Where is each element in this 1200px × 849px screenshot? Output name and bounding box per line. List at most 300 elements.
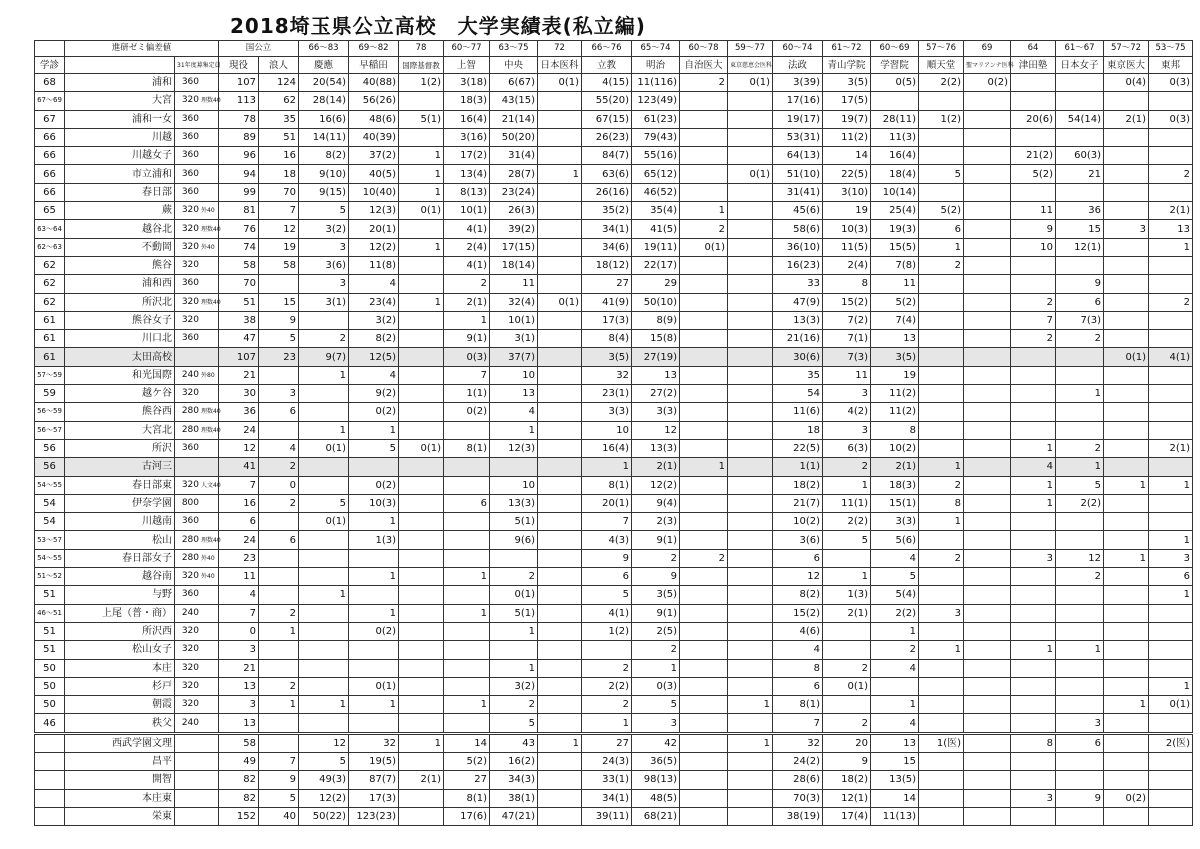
result-cell [538,476,582,494]
result-cell [1149,789,1193,807]
quota-value: 320 [181,680,199,691]
result-cell: 1 [1104,476,1149,494]
result-cell: 40(39) [349,128,399,146]
result-cell [964,458,1011,476]
quota-note: 理数40 [201,426,221,434]
result-cell: 40 [259,807,299,825]
result-cell: 21(16) [773,330,823,348]
school-name: 太田高校 [65,348,175,366]
result-cell [1056,513,1104,531]
result-cell [259,568,299,586]
rank-cell: 50 [35,696,65,714]
result-cell: 2 [299,330,349,348]
result-cell [1104,733,1149,752]
result-cell: 2(1) [871,458,919,476]
result-cell: 1 [349,513,399,531]
result-cell: 36 [1056,202,1104,220]
result-cell: 28(6) [773,771,823,789]
quota-note: 理数40 [201,225,221,233]
result-cell: 19(17) [773,110,823,128]
quota-value: 360 [181,278,199,289]
quota-value: 320 [181,223,199,234]
result-cell [919,622,964,640]
result-cell [680,752,728,770]
header-range: 61～67 [1056,41,1104,57]
result-cell: 1 [919,513,964,531]
result-cell: 3(6) [773,531,823,549]
result-cell [1011,403,1056,421]
result-cell [964,421,1011,439]
result-cell [1104,202,1149,220]
result-cell: 39(11) [582,807,632,825]
result-cell [964,147,1011,165]
result-cell [299,385,349,403]
result-cell [728,458,773,476]
table-row [35,256,1193,274]
result-cell: 0(4) [1104,74,1149,92]
result-cell: 11(1) [823,494,871,512]
header-row-ranges [35,41,1193,57]
result-cell: 5 [259,789,299,807]
result-cell [964,549,1011,567]
result-cell: 2 [490,568,538,586]
result-cell [1011,807,1056,825]
result-cell: 3(2) [299,220,349,238]
header-range: 63～75 [490,41,538,57]
result-cell: 24(3) [582,752,632,770]
result-cell [299,604,349,622]
result-cell: 3 [219,696,259,714]
result-cell: 8(1) [773,696,823,714]
result-cell [1104,238,1149,256]
result-cell: 8 [773,659,823,677]
result-cell [964,385,1011,403]
result-cell [1056,421,1104,439]
result-cell: 9(1) [444,330,490,348]
result-cell [1149,183,1193,201]
rank-cell: 54～55 [35,549,65,567]
result-cell: 2 [823,659,871,677]
result-cell: 1 [299,586,349,604]
result-cell [1104,385,1149,403]
result-cell [444,659,490,677]
result-cell [919,807,964,825]
quota-value: 360 [181,168,199,179]
result-cell: 18(3) [871,476,919,494]
table-row [35,641,1193,659]
result-cell [964,604,1011,622]
quota-note: 理数40 [201,408,221,416]
result-cell: 35 [773,366,823,384]
result-cell [919,147,964,165]
school-name: 川越 [65,128,175,146]
result-cell: 9(1) [632,604,680,622]
result-cell [538,622,582,640]
quota-cell [175,293,219,311]
result-cell [349,714,399,733]
result-cell [1149,513,1193,531]
result-cell [964,110,1011,128]
result-cell [1011,275,1056,293]
result-cell [1104,183,1149,201]
result-cell [1104,714,1149,733]
result-cell: 0(3) [1149,74,1193,92]
result-cell: 8 [919,494,964,512]
header-range: 57～76 [919,41,964,57]
result-cell: 5 [490,714,538,733]
result-cell [728,513,773,531]
result-cell: 84(7) [582,147,632,165]
result-cell: 3 [1011,789,1056,807]
result-cell: 12(2) [299,789,349,807]
result-cell: 18 [259,165,299,183]
result-cell: 10(1) [444,202,490,220]
result-cell [1149,147,1193,165]
quota-value: 320 [181,571,199,582]
result-cell: 4 [871,714,919,733]
result-cell: 1 [1011,439,1056,457]
header-range: 69～82 [349,41,399,57]
result-cell: 3 [823,421,871,439]
quota-cell [175,458,219,476]
result-cell: 11(13) [871,807,919,825]
quota-cell [175,128,219,146]
result-cell: 0(3) [444,348,490,366]
result-cell: 27 [582,733,632,752]
result-cell [399,714,444,733]
result-cell: 1(2) [919,110,964,128]
quota-value: 320 [181,260,199,271]
result-cell: 2 [919,256,964,274]
result-cell [680,476,728,494]
quota-note: 外80 [201,371,215,379]
quota-cell [175,147,219,165]
result-cell: 5 [349,439,399,457]
result-cell [399,275,444,293]
school-name: 松山 [65,531,175,549]
result-cell [1104,513,1149,531]
result-cell [680,604,728,622]
result-cell [680,568,728,586]
result-cell [299,622,349,640]
result-cell: 96 [219,147,259,165]
result-cell: 6 [259,403,299,421]
result-cell: 18 [773,421,823,439]
result-cell: 98(13) [632,771,680,789]
result-cell: 6 [773,677,823,695]
header-column: 法政 [773,57,823,74]
result-cell: 2(2) [919,74,964,92]
result-cell: 11 [871,275,919,293]
result-cell: 10(40) [349,183,399,201]
result-cell: 1 [823,476,871,494]
result-cell: 0(1) [728,74,773,92]
result-cell: 46(52) [632,183,680,201]
result-cell: 6(67) [490,74,538,92]
result-cell [1056,677,1104,695]
quota-value: 320 [181,699,199,710]
result-cell: 2(1) [1149,439,1193,457]
result-cell: 7(4) [871,311,919,329]
result-cell: 8(13) [444,183,490,201]
result-cell [349,586,399,604]
result-cell [919,714,964,733]
result-cell [1056,807,1104,825]
result-cell: 36 [219,403,259,421]
result-cell: 41(9) [582,293,632,311]
result-cell: 50(10) [632,293,680,311]
result-cell [538,807,582,825]
result-cell [728,256,773,274]
header-range: 69 [964,41,1011,57]
table-row [35,238,1193,256]
result-cell [349,549,399,567]
result-cell: 20 [823,733,871,752]
result-cell: 20(6) [1011,110,1056,128]
result-cell: 1 [444,311,490,329]
result-cell: 55(16) [632,147,680,165]
result-cell: 7(8) [871,256,919,274]
rank-cell: 62 [35,256,65,274]
result-cell: 51 [219,293,259,311]
result-cell [680,807,728,825]
school-name: 不動岡 [65,238,175,256]
result-cell: 1 [680,458,728,476]
result-cell: 32(4) [490,293,538,311]
result-cell [349,458,399,476]
result-cell: 47(21) [490,807,538,825]
result-cell: 1 [399,183,444,201]
result-cell: 11(116) [632,74,680,92]
result-cell: 11(2) [823,128,871,146]
result-cell [964,202,1011,220]
result-cell: 24(2) [773,752,823,770]
school-name: 伊奈学園 [65,494,175,512]
result-cell [919,439,964,457]
rank-cell: 57～59 [35,366,65,384]
result-cell [919,586,964,604]
result-cell: 58 [219,256,259,274]
result-cell: 1 [680,202,728,220]
result-cell: 4(1) [444,220,490,238]
quota-note: 外40 [201,573,215,581]
result-cell [680,366,728,384]
result-cell: 15(2) [773,604,823,622]
result-cell [1104,494,1149,512]
header-column: 上智 [444,57,490,74]
result-cell [1011,622,1056,640]
result-cell [964,531,1011,549]
table-row [35,568,1193,586]
result-cell [399,311,444,329]
result-cell [871,92,919,110]
table-row [35,771,1193,789]
result-cell: 19 [259,238,299,256]
result-cell [919,128,964,146]
quota-value: 320 [181,205,199,216]
table-row [35,752,1193,770]
result-cell [444,677,490,695]
result-cell: 9 [1011,220,1056,238]
header-column: 現役 [219,57,259,74]
result-cell: 17(2) [444,147,490,165]
rank-cell: 56 [35,458,65,476]
result-cell: 1 [490,659,538,677]
result-cell: 0(1) [538,293,582,311]
result-cell [728,110,773,128]
quota-cell [175,311,219,329]
result-cell [728,568,773,586]
result-cell: 10(14) [871,183,919,201]
result-cell: 51(10) [773,165,823,183]
result-cell [444,622,490,640]
result-cell [1149,622,1193,640]
result-cell: 9 [582,549,632,567]
result-cell [728,385,773,403]
quota-cell [175,275,219,293]
result-cell: 1 [349,421,399,439]
quota-cell [175,641,219,659]
result-cell [680,385,728,403]
result-cell: 62 [259,92,299,110]
result-cell: 82 [219,789,259,807]
table-row [35,275,1193,293]
result-cell: 40(5) [349,165,399,183]
result-cell: 4 [219,586,259,604]
header-column: 立教 [582,57,632,74]
result-cell: 10 [582,421,632,439]
school-name: 朝霞 [65,696,175,714]
header-column: 明治 [632,57,680,74]
result-cell [964,733,1011,752]
result-cell: 64(13) [773,147,823,165]
result-cell: 5 [582,586,632,604]
result-cell [399,513,444,531]
quota-note: 外40 [201,243,215,251]
result-cell [538,421,582,439]
result-cell: 9 [1056,789,1104,807]
result-cell [919,311,964,329]
quota-value: 360 [181,589,199,600]
result-cell: 5(2) [871,293,919,311]
result-cell: 76 [219,220,259,238]
result-cell: 15(8) [632,330,680,348]
result-cell [490,549,538,567]
result-cell [1104,604,1149,622]
result-cell: 67(15) [582,110,632,128]
quota-cell [175,549,219,567]
result-cell [259,275,299,293]
result-cell [964,752,1011,770]
result-cell: 8(2) [299,147,349,165]
school-name: 市立浦和 [65,165,175,183]
result-cell: 48(5) [632,789,680,807]
result-cell [1104,330,1149,348]
result-cell: 2(1) [632,458,680,476]
header-column: 東邦 [1149,57,1193,74]
result-cell [680,641,728,659]
result-cell [1104,128,1149,146]
quota-cell [175,385,219,403]
header-column: 日本医科 [538,57,582,74]
result-cell: 1 [1056,458,1104,476]
result-cell: 1 [1056,385,1104,403]
result-cell [1011,568,1056,586]
result-cell [538,659,582,677]
result-cell [964,494,1011,512]
result-cell: 8(2) [349,330,399,348]
table-row [35,458,1193,476]
result-cell [444,641,490,659]
result-cell: 27(19) [632,348,680,366]
result-cell: 2 [1056,330,1104,348]
result-cell [964,311,1011,329]
result-cell: 4 [349,275,399,293]
result-cell: 3(1) [299,293,349,311]
page-title: 2018埼玉県公立高校 大学実績表(私立編) [230,14,646,38]
result-cell [964,513,1011,531]
school-name: 本庄東 [65,789,175,807]
result-cell: 10(3) [823,220,871,238]
table-row [35,439,1193,457]
result-cell: 3(5) [582,348,632,366]
result-cell [1056,366,1104,384]
result-cell: 13 [871,733,919,752]
quota-cell [175,531,219,549]
result-cell: 33(1) [582,771,632,789]
result-cell: 7(1) [823,330,871,348]
result-cell: 5(2) [919,202,964,220]
result-cell: 3(5) [823,74,871,92]
result-cell: 4 [1011,458,1056,476]
result-cell: 3 [299,275,349,293]
result-cell: 8(9) [632,311,680,329]
result-cell: 41 [219,458,259,476]
result-cell: 27 [444,771,490,789]
result-cell [1104,807,1149,825]
header-range: 66～83 [299,41,349,57]
quota-cell [175,513,219,531]
result-cell: 152 [219,807,259,825]
result-cell [728,586,773,604]
result-cell: 22(17) [632,256,680,274]
result-cell [1011,604,1056,622]
result-cell [1104,586,1149,604]
rank-cell: 66 [35,147,65,165]
result-cell [1149,256,1193,274]
school-name: 蕨 [65,202,175,220]
result-cell [299,641,349,659]
result-cell [1011,677,1056,695]
result-cell: 2 [259,677,299,695]
result-cell [680,92,728,110]
result-cell [349,659,399,677]
result-cell: 6 [773,549,823,567]
result-cell: 3 [632,714,680,733]
school-name: 所沢北 [65,293,175,311]
table-row [35,421,1193,439]
result-cell [964,275,1011,293]
result-cell: 48(6) [349,110,399,128]
result-cell: 26(16) [582,183,632,201]
result-cell: 6 [219,513,259,531]
result-cell: 18(3) [444,92,490,110]
result-cell: 21(14) [490,110,538,128]
result-cell: 2 [259,494,299,512]
result-cell: 31(4) [490,147,538,165]
result-cell [538,128,582,146]
result-cell: 12(2) [632,476,680,494]
